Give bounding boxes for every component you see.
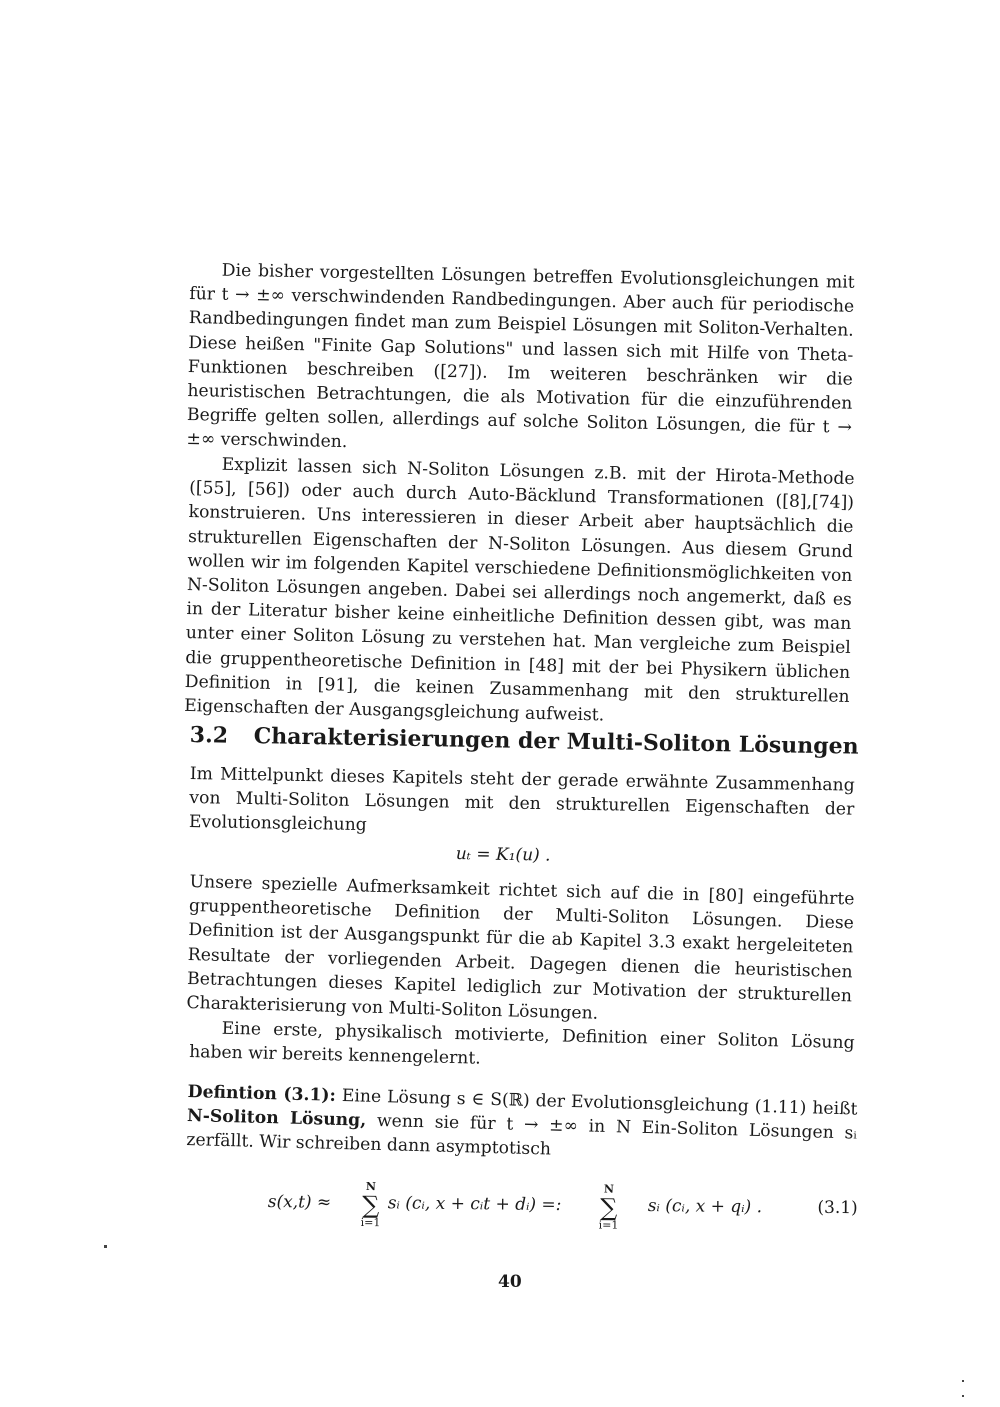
paragraph-chapter-intro (189, 762, 855, 846)
definition-label: Defintion (3.1): (187, 1081, 337, 1106)
equation-number: (3.1) (817, 1197, 858, 1219)
definition-block (186, 1080, 858, 1170)
n-soliton-asymptotic-equation (267, 1180, 858, 1256)
section-number: 3.2 (189, 722, 229, 749)
equation-lhs: s(x,t) ≈ (267, 1191, 332, 1213)
scan-speck (104, 1245, 107, 1248)
paragraph-text: Eine erste, physikalisch motivierte, Definition einer Soliton Lösung haben wir bereits kennengelernt. (188, 1018, 855, 1069)
sum-symbol: N ∑ i=1 (360, 1180, 381, 1230)
definition-text-a: Eine Lösung s ∈ S(ℝ) der Evolutionsgleichung (1.11) heißt (335, 1085, 858, 1120)
paragraph-n-soliton-construction (184, 452, 855, 733)
evolution-equation: uₜ = K₁(u) . (455, 844, 551, 866)
paragraph-text: Explizit lassen sich N-Soliton Lösungen z.B. mit der Hirota-Methode ([55], [56]) oder auch durch Auto-Bäcklund Transformationen ([8],[74]) konstruieren. Uns interessieren in dieser Arbeit aber hauptsächlich die strukturellen Eigenschaften der N-Soliton Lösungen. Aus diesem Grund wollen wir im folgenden Kapitel verschiedene Definitionsmöglichkeiten von N-Soliton Lösungen angeben. Dabei sei allerdings noch angemerkt, daß es in der Literatur bisher keine einheitliche Definition dessen gibt, was man unter einer Soliton Lösung zu verstehen hat. Man vergleiche zum Beispiel die gruppentheoretische Definition in [48] mit der bei Physikern üblichen Definition in [91], die keinen Zusammenhang mit den strukturellen Eigenschaften der Ausgangsgleichung aufweist. (184, 454, 855, 726)
definition-term: N-Soliton Lösung, (186, 1106, 367, 1131)
paragraph-text: Die bisher vorgestellten Lösungen betreffen Evolutionsgleichungen mit für t → ±∞ verschwindenden Randbedingungen. Aber auch für periodische Randbedingungen findet man zum Beispiel Lösungen mit Soliton-Verhalten. Diese heißen "Finite Gap Solutions" und lassen sich mit Hilfe von Theta-Funktionen beschreiben ([27]). Im weiteren beschränken wir die heuristischen Betrachtungen, die als Motivation für die einzuführenden Begriffe gelten sollen, allerdings auf solche Soliton Lösungen, die für t → ±∞ verschwinden. (186, 260, 855, 453)
paragraph-text: Unsere spezielle Aufmerksamkeit richtet sich auf die in [80] eingeführte gruppentheoretische Definition der Multi-Soliton Lösungen. Diese Definition ist der Ausgangspunkt für die ab Kapitel 3.3 exakt hergeleiteten Resultate der vorliegenden Arbeit. Dagegen dienen die heuristischen Betrachtungen dieses Kapitel lediglich zur Motivation der strukturellen Charakterisierung von Multi-Soliton Lösungen. (186, 871, 855, 1024)
section-title: Charakterisierungen der Multi-Soliton Lösungen (253, 723, 859, 760)
definition-text-b: wenn sie für t → ±∞ in N Ein-Soliton Lösungen sᵢ zerfällt. Wir schreiben dann asymptotisch (186, 1110, 858, 1160)
scan-speck (962, 1395, 964, 1397)
paragraph-group-theoretic (186, 870, 855, 1033)
paragraph-boundary-conditions (186, 258, 855, 464)
page-number: 40 (498, 1272, 522, 1292)
equation-term-2: sᵢ (cᵢ, x + qᵢ) . (647, 1195, 763, 1218)
paragraph-text: Im Mittelpunkt dieses Kapitels steht der gerade erwähnte Zusammenhang von Multi-Soliton Lösungen mit den strukturellen Eigenschaften der Evolutionsgleichung (188, 763, 855, 836)
sum-symbol: N ∑ i=1 (598, 1182, 619, 1232)
scan-speck (962, 1380, 964, 1382)
equation-term-1: sᵢ (cᵢ, x + cᵢt + dᵢ) =: (387, 1193, 562, 1216)
